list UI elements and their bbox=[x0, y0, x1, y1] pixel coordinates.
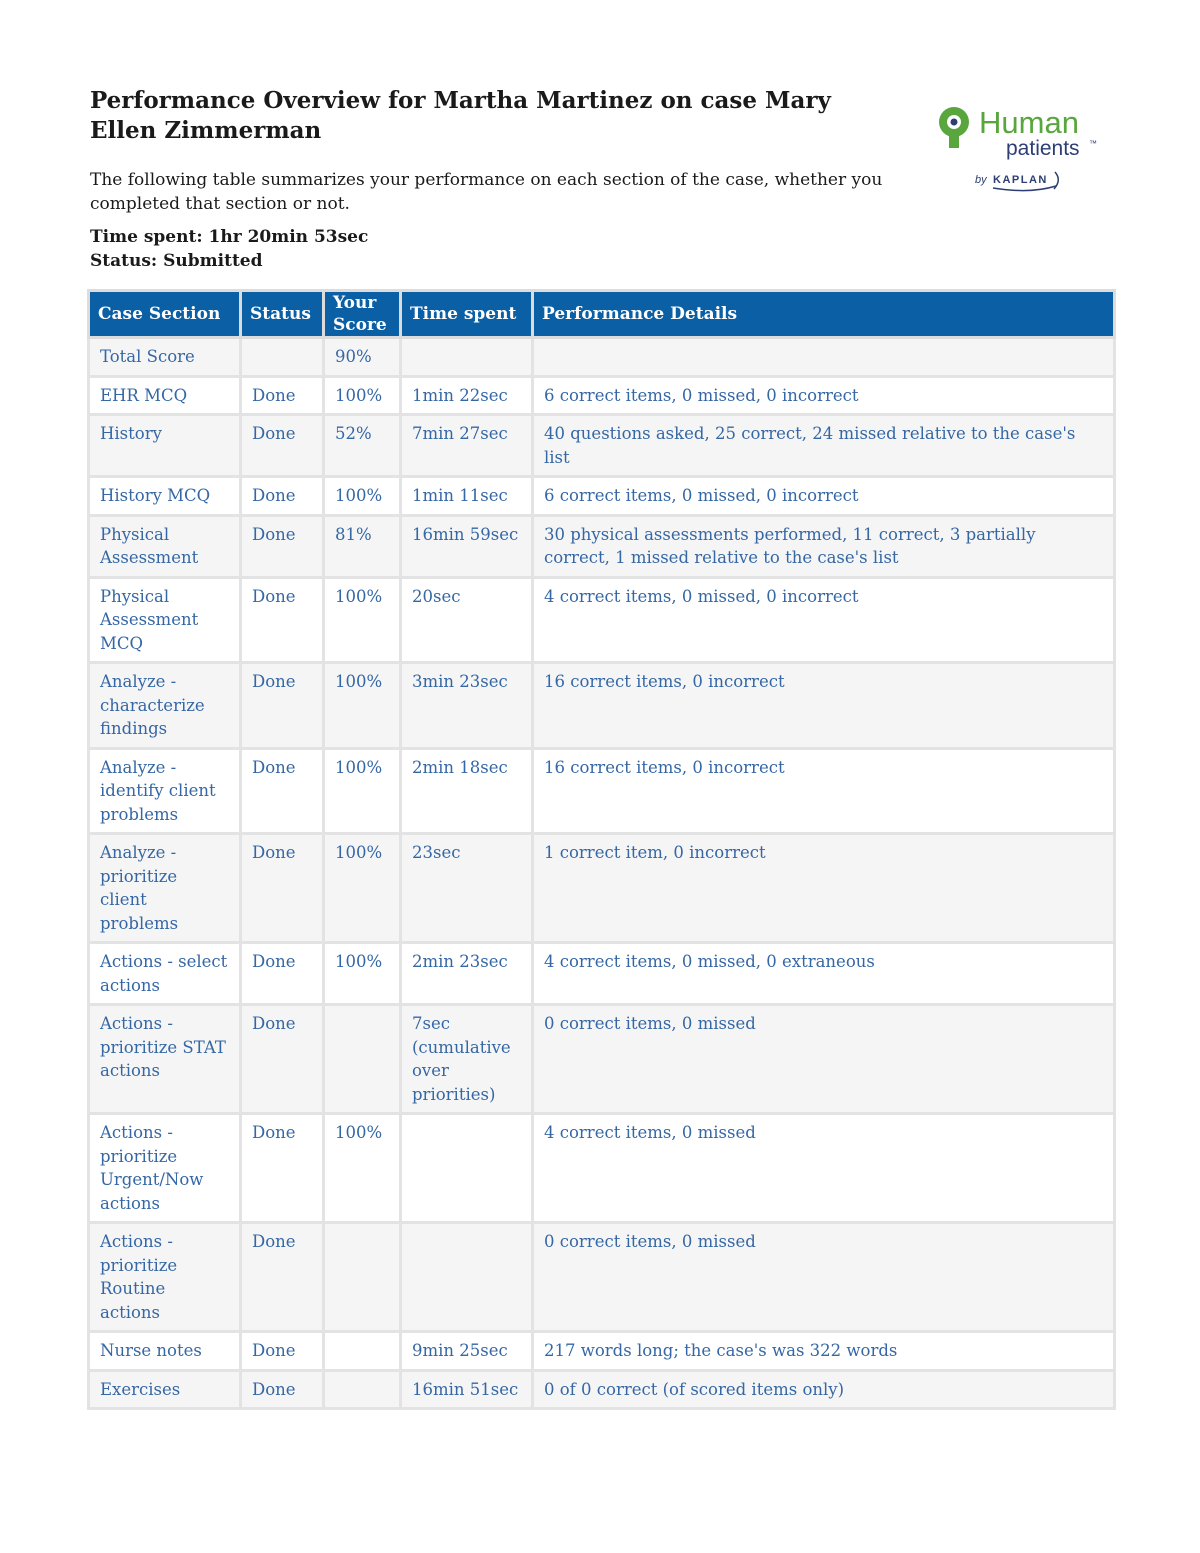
table-row bbox=[89, 376, 1115, 415]
cell-time-spent: 1min 22sec bbox=[401, 376, 533, 415]
cell-status: Done bbox=[241, 415, 324, 477]
cell-score: 100% bbox=[324, 943, 401, 1005]
cell-details: 0 of 0 correct (of scored items only) bbox=[533, 1370, 1115, 1409]
table-row bbox=[89, 477, 1115, 516]
cell-details: 1 correct item, 0 incorrect bbox=[533, 834, 1115, 943]
cell-time-spent: 23sec bbox=[401, 834, 533, 943]
table-row bbox=[89, 834, 1115, 943]
cell-time-spent: 2min 18sec bbox=[401, 748, 533, 834]
cell-score: 100% bbox=[324, 477, 401, 516]
cell-case-section: History bbox=[89, 415, 241, 477]
cell-score: 100% bbox=[324, 748, 401, 834]
time-spent-label: Time spent: 1hr 20min 53sec bbox=[90, 227, 369, 247]
cell-details: 0 correct items, 0 missed bbox=[533, 1223, 1115, 1332]
logo-graphic bbox=[935, 100, 1110, 195]
cell-score: 100% bbox=[324, 1114, 401, 1223]
cell-case-section: Analyze - prioritize client problems bbox=[89, 834, 241, 943]
table-row bbox=[89, 1332, 1115, 1371]
cell-status: Done bbox=[241, 477, 324, 516]
cell-case-section: Total Score bbox=[89, 338, 241, 377]
cell-details: 16 correct items, 0 incorrect bbox=[533, 663, 1115, 749]
cell-details: 0 correct items, 0 missed bbox=[533, 1005, 1115, 1114]
cell-time-spent: 9min 25sec bbox=[401, 1332, 533, 1371]
col-header-your-score: Your Score bbox=[324, 291, 401, 338]
cell-time-spent bbox=[401, 1114, 533, 1223]
cell-status: Done bbox=[241, 663, 324, 749]
cell-details: 6 correct items, 0 missed, 0 incorrect bbox=[533, 477, 1115, 516]
cell-score bbox=[324, 1370, 401, 1409]
intro-text: The following table summarizes your performance on each section of the case, whether you completed that section or not. bbox=[90, 170, 883, 214]
logo-product: patients bbox=[1006, 137, 1080, 160]
table-header-row bbox=[89, 291, 1115, 338]
cell-time-spent bbox=[401, 1223, 533, 1332]
cell-details: 4 correct items, 0 missed bbox=[533, 1114, 1115, 1223]
logo-company: KAPLAN bbox=[993, 174, 1048, 186]
cell-case-section: Actions - prioritize Urgent/Now actions bbox=[89, 1114, 241, 1223]
cell-details: 40 questions asked, 25 correct, 24 missed relative to the case's list bbox=[533, 415, 1115, 477]
performance-table bbox=[87, 289, 1116, 1410]
cell-time-spent: 16min 51sec bbox=[401, 1370, 533, 1409]
cell-score bbox=[324, 1005, 401, 1114]
cell-case-section: Actions - select actions bbox=[89, 943, 241, 1005]
cell-case-section: Actions - prioritize Routine actions bbox=[89, 1223, 241, 1332]
cell-details: 217 words long; the case's was 322 words bbox=[533, 1332, 1115, 1371]
cell-time-spent: 1min 11sec bbox=[401, 477, 533, 516]
cell-score: 100% bbox=[324, 834, 401, 943]
human-patients-kaplan-logo bbox=[935, 100, 1110, 195]
cell-status: Done bbox=[241, 943, 324, 1005]
table-row bbox=[89, 577, 1115, 663]
cell-status: Done bbox=[241, 1005, 324, 1114]
cell-status: Done bbox=[241, 1223, 324, 1332]
cell-status: Done bbox=[241, 1114, 324, 1223]
col-header-performance-details: Performance Details bbox=[533, 291, 1115, 338]
cell-time-spent: 3min 23sec bbox=[401, 663, 533, 749]
cell-case-section: Exercises bbox=[89, 1370, 241, 1409]
cell-case-section: Actions - prioritize STAT actions bbox=[89, 1005, 241, 1114]
table-row bbox=[89, 943, 1115, 1005]
cell-score: 90% bbox=[324, 338, 401, 377]
cell-case-section: Physical Assessment bbox=[89, 515, 241, 577]
cell-case-section: EHR MCQ bbox=[89, 376, 241, 415]
cell-status: Done bbox=[241, 748, 324, 834]
cell-time-spent: 7sec (cumulative over priorities) bbox=[401, 1005, 533, 1114]
cell-details: 30 physical assessments performed, 11 correct, 3 partially correct, 1 missed relative to the case's list bbox=[533, 515, 1115, 577]
table-row bbox=[89, 515, 1115, 577]
cell-details: 4 correct items, 0 missed, 0 extraneous bbox=[533, 943, 1115, 1005]
cell-case-section: Physical Assessment MCQ bbox=[89, 577, 241, 663]
cell-case-section: History MCQ bbox=[89, 477, 241, 516]
logo-brand: Human bbox=[979, 105, 1079, 140]
logo-by: by bbox=[975, 174, 987, 186]
cell-time-spent: 2min 23sec bbox=[401, 943, 533, 1005]
cell-score bbox=[324, 1223, 401, 1332]
col-header-time-spent: Time spent bbox=[401, 291, 533, 338]
table-row bbox=[89, 338, 1115, 377]
cell-status: Done bbox=[241, 1370, 324, 1409]
cell-score: 100% bbox=[324, 577, 401, 663]
table-row bbox=[89, 1114, 1115, 1223]
cell-score: 100% bbox=[324, 663, 401, 749]
cell-score bbox=[324, 1332, 401, 1371]
cell-details bbox=[533, 338, 1115, 377]
status-label: Status: Submitted bbox=[90, 251, 263, 271]
cell-time-spent: 7min 27sec bbox=[401, 415, 533, 477]
table-row bbox=[89, 748, 1115, 834]
page-title: Performance Overview for Martha Martinez on case Mary Ellen Zimmerman bbox=[90, 87, 831, 144]
cell-score: 52% bbox=[324, 415, 401, 477]
cell-case-section: Analyze - characterize findings bbox=[89, 663, 241, 749]
table-row bbox=[89, 1005, 1115, 1114]
cell-status: Done bbox=[241, 515, 324, 577]
cell-status bbox=[241, 338, 324, 377]
cell-case-section: Analyze - identify client problems bbox=[89, 748, 241, 834]
cell-time-spent: 16min 59sec bbox=[401, 515, 533, 577]
cell-status: Done bbox=[241, 1332, 324, 1371]
cell-score: 81% bbox=[324, 515, 401, 577]
cell-status: Done bbox=[241, 376, 324, 415]
cell-time-spent bbox=[401, 338, 533, 377]
cell-status: Done bbox=[241, 834, 324, 943]
col-header-status: Status bbox=[241, 291, 324, 338]
table-row bbox=[89, 1223, 1115, 1332]
logo-trademark: ™ bbox=[1089, 139, 1097, 148]
summary-meta bbox=[90, 225, 368, 273]
cell-status: Done bbox=[241, 577, 324, 663]
cell-time-spent: 20sec bbox=[401, 577, 533, 663]
table-row bbox=[89, 1370, 1115, 1409]
cell-details: 4 correct items, 0 missed, 0 incorrect bbox=[533, 577, 1115, 663]
col-header-case-section: Case Section bbox=[89, 291, 241, 338]
table-row bbox=[89, 663, 1115, 749]
cell-details: 16 correct items, 0 incorrect bbox=[533, 748, 1115, 834]
cell-case-section: Nurse notes bbox=[89, 1332, 241, 1371]
cell-details: 6 correct items, 0 missed, 0 incorrect bbox=[533, 376, 1115, 415]
cell-score: 100% bbox=[324, 376, 401, 415]
table-row bbox=[89, 415, 1115, 477]
